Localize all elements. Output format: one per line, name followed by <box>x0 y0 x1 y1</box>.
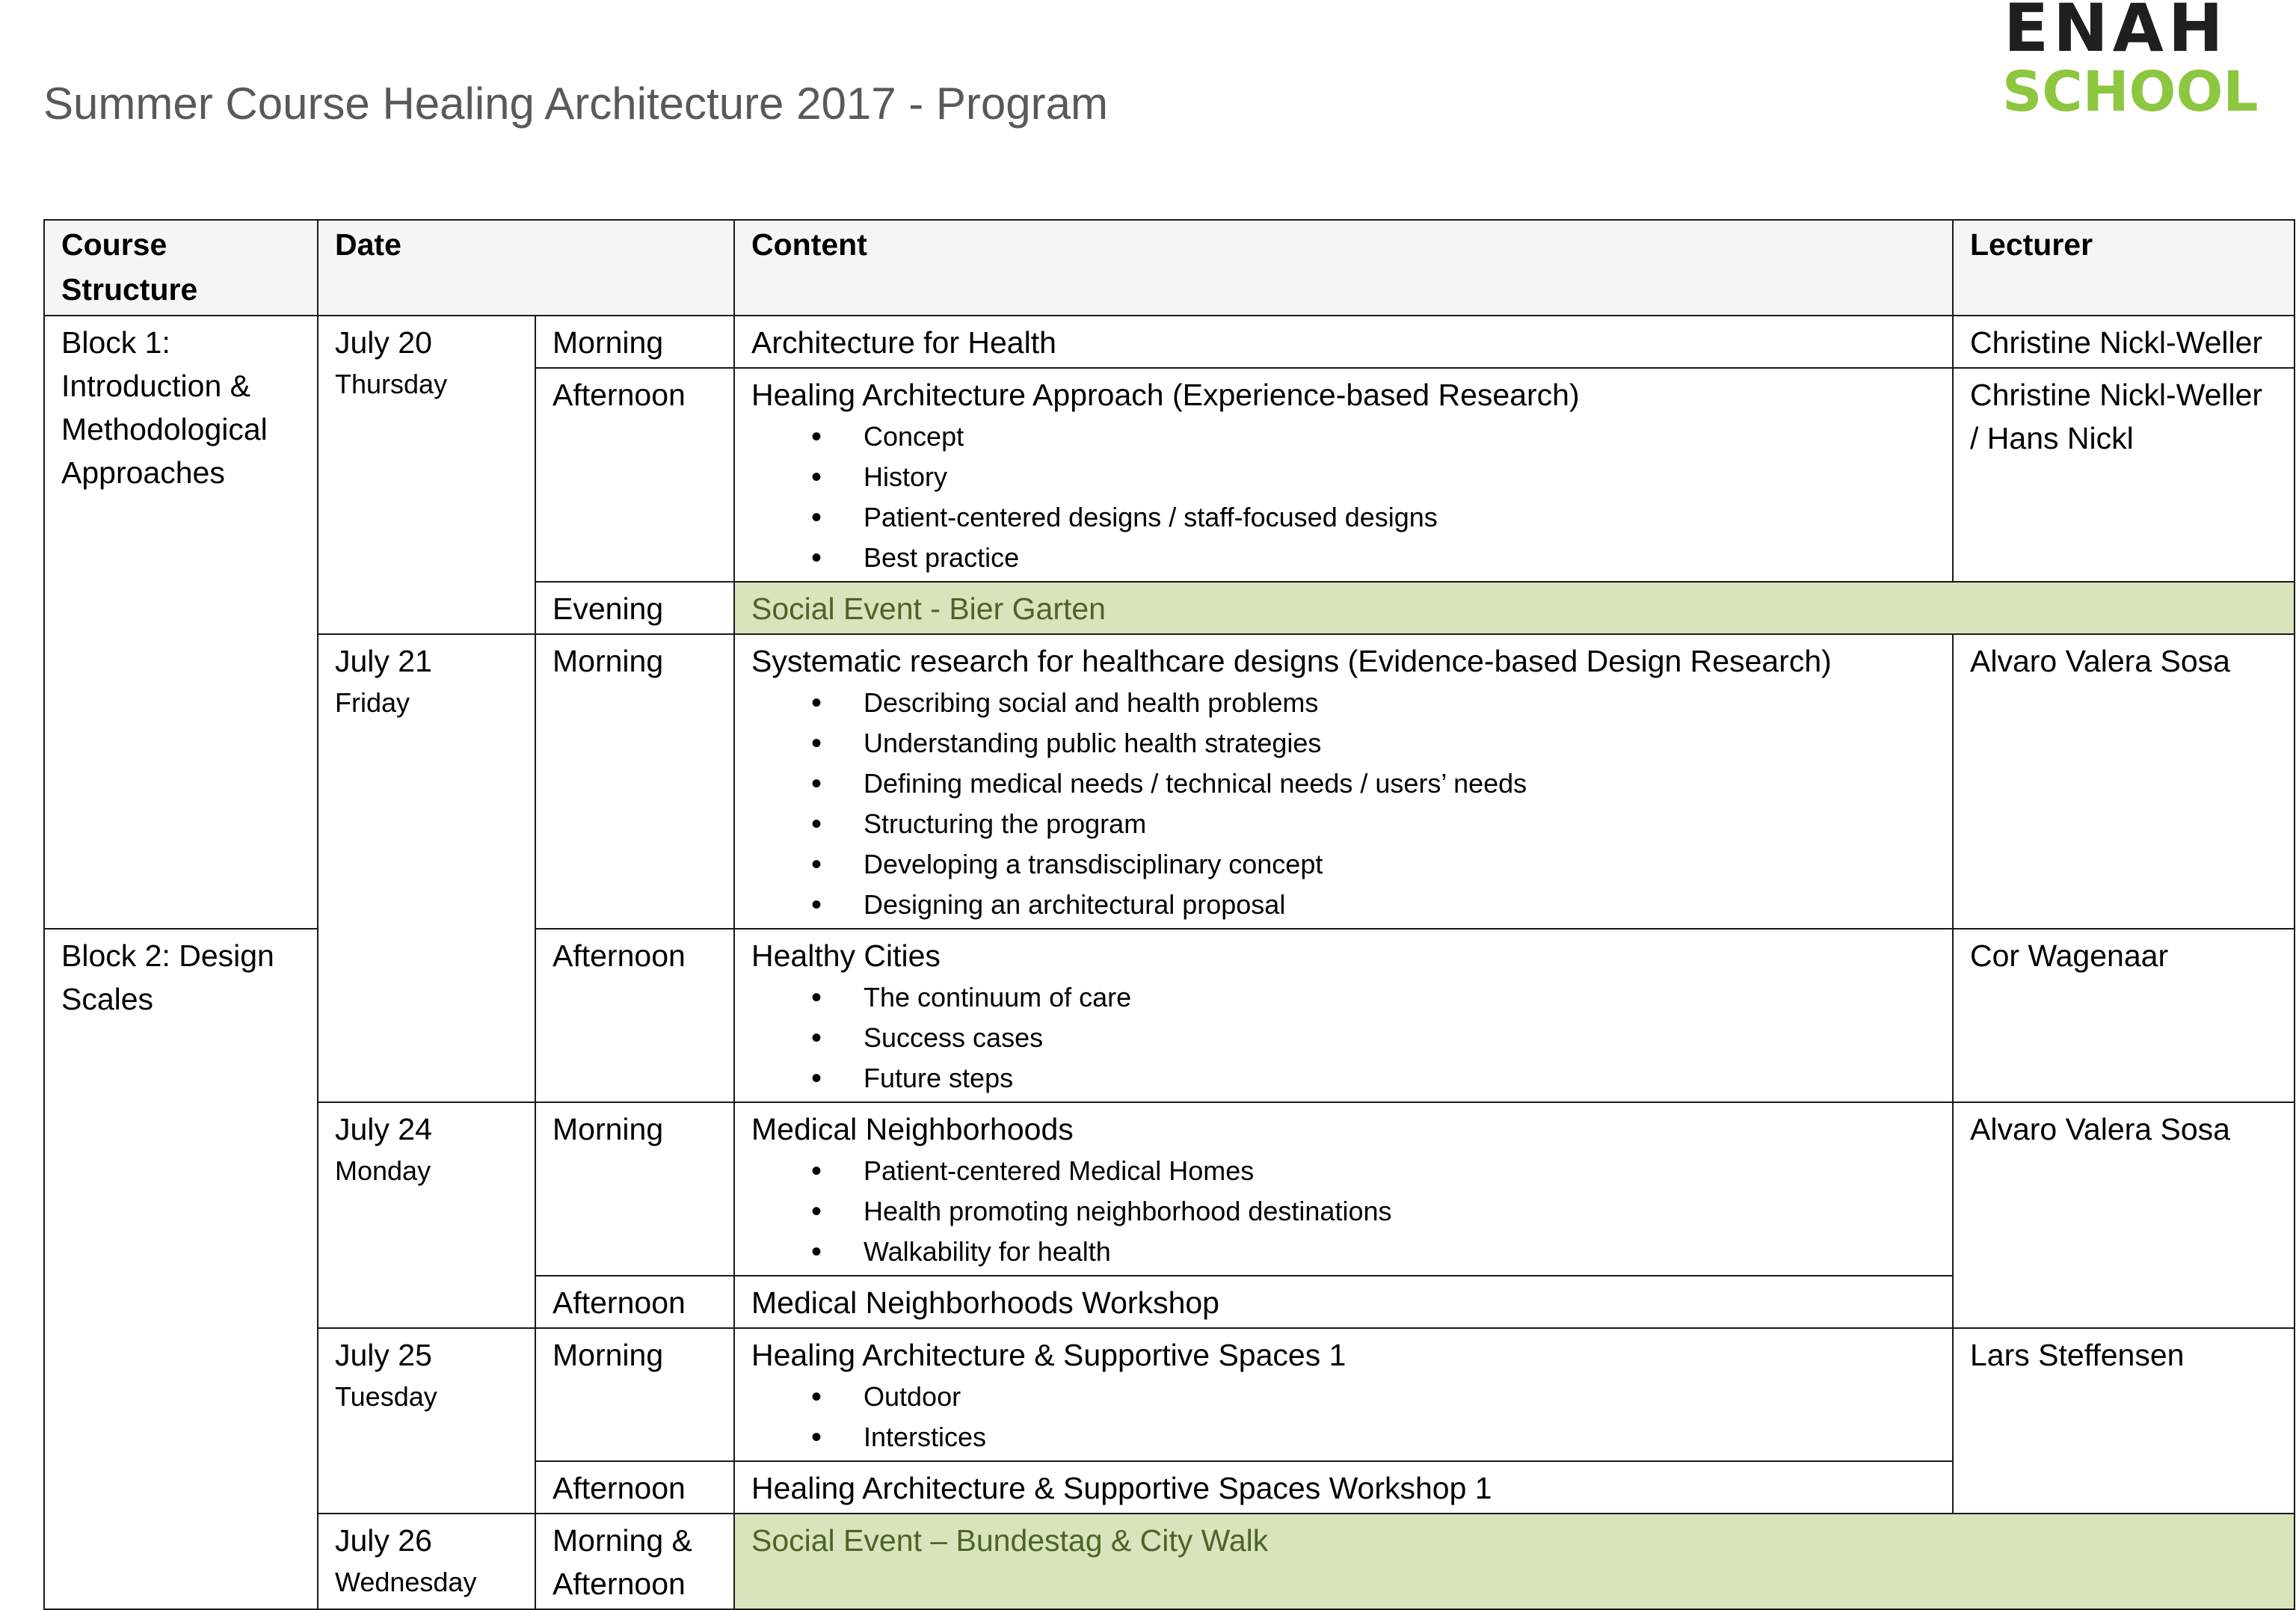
date-label: July 26 <box>335 1523 432 1558</box>
date-cell <box>318 1328 535 1514</box>
date-label: July 21 <box>335 644 432 678</box>
date-label: July 24 <box>335 1112 432 1146</box>
header-course-structure: Course Structure <box>44 220 318 316</box>
list-item: • Best practice <box>811 538 1936 578</box>
table-row <box>44 1514 2295 1609</box>
time-cell: Morning & Afternoon <box>535 1514 734 1609</box>
topic-list <box>751 683 1936 925</box>
content-cell <box>734 1461 1953 1514</box>
lecturer-cell: Cor Wagenaar <box>1953 929 2295 1102</box>
page-title: Summer Course Healing Architecture 2017 - Program <box>43 79 1108 129</box>
list-item: • Developing a transdisciplinary concept <box>811 844 1936 885</box>
table-row <box>44 634 2295 929</box>
header-lecturer: Lecturer <box>1953 220 2295 316</box>
social-event-cell: Social Event – Bundestag & City Walk <box>734 1514 2295 1609</box>
time-cell: Morning <box>535 634 734 929</box>
list-item: • Patient-centered Medical Homes <box>811 1151 1936 1191</box>
list-item: • Success cases <box>811 1018 1936 1058</box>
date-cell <box>318 1514 535 1609</box>
topic-list <box>751 417 1936 578</box>
time-cell: Afternoon <box>535 368 734 582</box>
table-row <box>44 316 2295 368</box>
block-1-cell: Block 1: Introduction & Methodological Approaches <box>44 316 318 929</box>
content-cell <box>734 1102 1953 1276</box>
content-cell <box>734 1276 1953 1328</box>
list-item: • Walkability for health <box>811 1232 1936 1272</box>
list-item: • Defining medical needs / technical needs / users’ needs <box>811 763 1936 804</box>
list-item: • Structuring the program <box>811 804 1936 844</box>
header-date: Date <box>318 220 734 316</box>
weekday-label: Wednesday <box>335 1567 477 1597</box>
time-cell: Afternoon <box>535 929 734 1102</box>
list-item: • History <box>811 457 1936 497</box>
session-title: Medical Neighborhoods <box>751 1112 1074 1146</box>
content-cell <box>734 1328 1953 1461</box>
list-item: • Designing an architectural proposal <box>811 885 1936 925</box>
list-item: • Concept <box>811 417 1936 457</box>
topic-list <box>751 1151 1936 1272</box>
session-title: Healing Architecture & Supportive Spaces 1 <box>751 1338 1346 1372</box>
content-cell <box>734 316 1953 368</box>
enah-school-logo <box>2002 0 2259 124</box>
date-label: July 25 <box>335 1338 432 1372</box>
weekday-label: Tuesday <box>335 1381 437 1412</box>
date-cell <box>318 1102 535 1328</box>
list-item: • Future steps <box>811 1058 1936 1099</box>
program-table <box>43 219 2295 1610</box>
content-cell <box>734 368 1953 582</box>
lecturer-cell: Alvaro Valera Sosa <box>1953 634 2295 929</box>
block-2-cell: Block 2: Design Scales <box>44 929 318 1609</box>
time-cell: Morning <box>535 1328 734 1461</box>
session-title: Healing Architecture & Supportive Spaces Workshop 1 <box>751 1471 1492 1505</box>
lecturer-cell: Lars Steffensen <box>1953 1328 2295 1514</box>
date-cell <box>318 316 535 634</box>
time-cell: Morning <box>535 1102 734 1276</box>
time-cell: Evening <box>535 582 734 634</box>
lecturer-cell: Christine Nickl-Weller / Hans Nickl <box>1953 368 2295 582</box>
social-event-cell: Social Event - Bier Garten <box>734 582 2295 634</box>
lecturer-cell: Christine Nickl-Weller <box>1953 316 2295 368</box>
weekday-label: Monday <box>335 1155 431 1186</box>
session-title: Medical Neighborhoods Workshop <box>751 1285 1219 1320</box>
logo-text-bottom: SCHOOL <box>2002 60 2259 124</box>
list-item: • Health promoting neighborhood destinations <box>811 1191 1936 1232</box>
header-content: Content <box>734 220 1953 316</box>
topic-list <box>751 1377 1936 1457</box>
list-item: • Describing social and health problems <box>811 683 1936 723</box>
table-row <box>44 1328 2295 1461</box>
list-item: • Understanding public health strategies <box>811 723 1936 763</box>
weekday-label: Friday <box>335 687 410 718</box>
session-title: Architecture for Health <box>751 325 1056 360</box>
table-row <box>44 1102 2295 1276</box>
list-item: • The continuum of care <box>811 977 1936 1018</box>
date-cell <box>318 634 535 1102</box>
content-cell <box>734 929 1953 1102</box>
list-item: • Interstices <box>811 1417 1936 1457</box>
time-cell: Afternoon <box>535 1461 734 1514</box>
session-title: Healing Architecture Approach (Experience-based Research) <box>751 378 1580 412</box>
weekday-label: Thursday <box>335 369 448 399</box>
list-item: • Patient-centered designs / staff-focused designs <box>811 497 1936 538</box>
time-cell: Morning <box>535 316 734 368</box>
session-title: Systematic research for healthcare designs (Evidence-based Design Research) <box>751 644 1832 678</box>
lecturer-cell: Alvaro Valera Sosa <box>1953 1102 2295 1328</box>
time-cell: Afternoon <box>535 1276 734 1328</box>
content-cell <box>734 634 1953 929</box>
logo-text-top: ENAH <box>2004 0 2228 67</box>
table-header-row <box>44 220 2295 316</box>
session-title: Healthy Cities <box>751 938 941 973</box>
list-item: • Outdoor <box>811 1377 1936 1417</box>
date-label: July 20 <box>335 325 432 360</box>
topic-list <box>751 977 1936 1099</box>
